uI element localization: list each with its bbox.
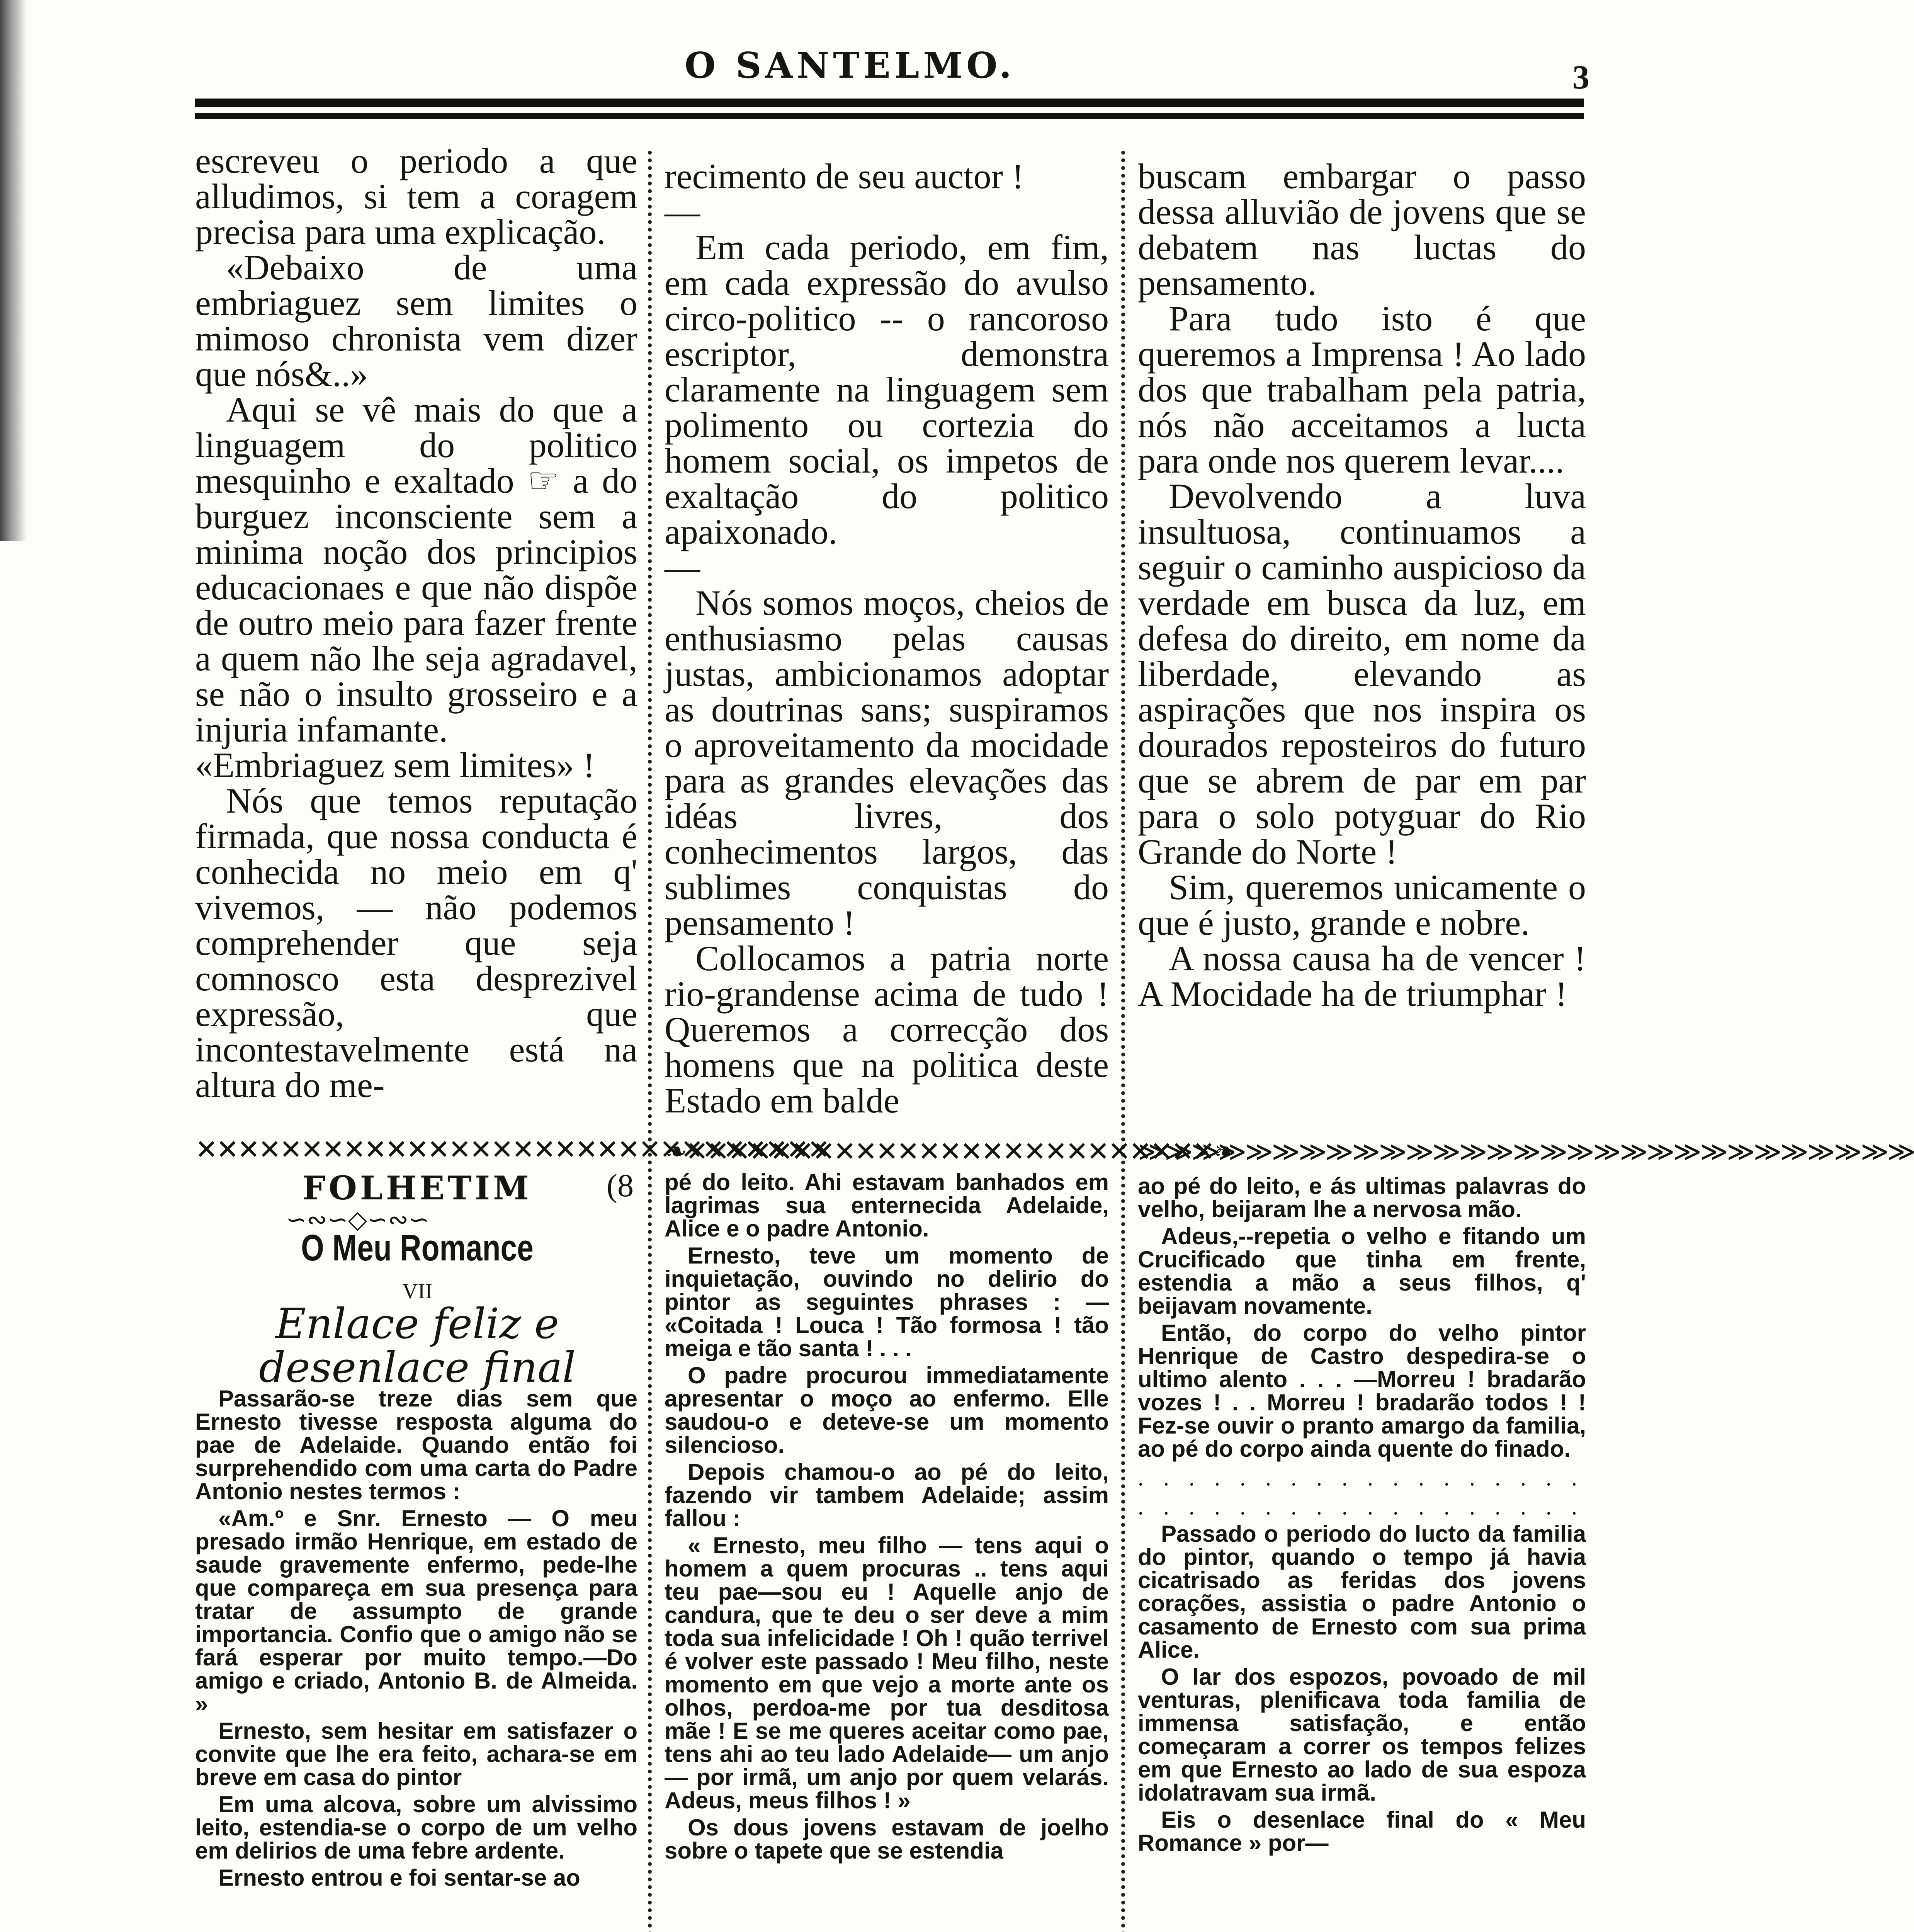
serial-paragraph: « Ernesto, meu filho — tens aqui o homem a quem procuras .. tens aqui teu pae—sou eu ! Aquelle anjo de candura, que te deu o ser deve a mim toda sua infelicidade ! Oh ! quão terrivel é volver este passado ! Meu filho, neste momento em que vejo a morte ante os olhos, perdoa-me por tua desditosa mãe ! E se me queres aceitar como pae, tens ahi ao teu lado Adelaide— um anjo— por irmã, um anjo por quem velarás. Adeus, meus filhos ! » [665,1532,1109,1813]
serial-paragraph: O padre procurou immediatamente apresentar o moço ao enfermo. Elle saudou-o e deteve-se um momento silencioso. [665,1362,1109,1458]
article-column-2 [665,158,1109,1132]
article-paragraph: Sim, queremos unicamente o que é justo, grande e nobre. [1138,867,1586,942]
article-paragraph: Devolvendo a luva insultuosa, continuamos a seguir o caminho auspicioso da verdade em busca da luz, em defesa do direito, em nome da liberdade, elevando as aspirações que nos inspira os dourados reposteiros do futuro que se abrem de par em par para o solo potyguar do Rio Grande do Norte ! [1138,476,1586,871]
serial-paragraph: Ernesto entrou e foi sentar-se ao [218,1865,580,1891]
serial-paragraph: pé do leito. Ahi estavam banhados em lagrimas sua enternecida Adelaide, Alice e o padre Antonio. [665,1169,1109,1242]
folhetim-number: (8 [607,1168,634,1204]
serial-paragraph: Passado o periodo do lucto da familia do pintor, quando o tempo já havia cicatrisado as feridas dos jovens corações, assistia o padre Antonio o casamento de Ernesto com sua prima Alice. [1138,1521,1586,1663]
serial-column-3 [1138,1175,1586,1932]
article-column-1 [195,143,637,1136]
column-separator-right [1113,151,1125,1932]
serial-paragraph: Os dous jovens estavam de joelho sobre o tapete que se estendia [665,1815,1109,1864]
serial-paragraph: Passarão-se treze dias sem que Ernesto tivesse resposta alguma do pae de Adelaide. Quando então foi surprehendido com uma carta do Padre Antonio nestes termos : [195,1386,637,1504]
chapter-title: Enlace feliz e desenlace final [258,1300,576,1392]
article-paragraph: recimento de seu auctor ! [665,156,1024,196]
ornament-divider: ❧✕✕✕✕✕✕✕✕✕✕✕✕✕✕✕✕✕✕✕✕✕✕✕✕✕❧ [665,1136,1235,1167]
serial-paragraph: ao pé do leito, e ás ultimas palavras do velho, beijaram lhe a nervosa mão. [1138,1173,1586,1222]
serial-paragraph: Depois chamou-o ao pé do leito, fazendo vir tambem Adelaide; assim fallou : [665,1459,1109,1531]
serial-paragraph: Eis o desenlace final do « Meu Romance » por— [1138,1807,1586,1856]
article-paragraph: A nossa causa ha de vencer ! A Mocidade ha de triumphar ! [1138,939,1586,1014]
swirl-ornament-icon: ∽∾∽◇∽∾∽ [286,1206,429,1234]
article-paragraph: buscam embargar o passo dessa alluvião de jovens que se debatem nas luctas do pensamento. [1138,156,1586,303]
dotted-separator: . . . . . . . . . . . . . . . . . . [1138,1494,1584,1519]
ornament-divider: ≫≫≫≫≫≫≫≫≫≫≫≫≫≫≫≫≫≫≫≫≫≫≫≫≫≫≫≫≫ [1138,1136,1914,1167]
section-dash: — [665,192,700,231]
serial-paragraph: O lar dos espozos, povoado de mil venturas, plenificava toda familia de immensa satisfação, e então começaram a correr os tempos felizes em que Ernesto ao lado de sua espoza idolatravam sua irmã. [1138,1664,1586,1806]
serial-paragraph: «Am.º e Snr. Ernesto — O meu presado irmão Henrique, em estado de saude gravemente enfermo, pede-lhe que compareça em sua presença para tratar de assumpto de grande importancia. Confio que o amigo não se fará esperar por muito tempo.—Do amigo e criado, Antonio B. de Almeida. » [195,1505,637,1717]
serial-paragraph: Adeus,--repetia o velho e fitando um Crucificado que tinha em frente, estendia a mão a seus filhos, q' beijavam novamente. [1138,1223,1586,1319]
serial-paragraph: Ernesto, teve um momento de inquietação, ouvindo no delirio do pintor as seguintes phrases : — «Coitada ! Louca ! Tão formosa ! tão meiga e tão santa ! . . . [665,1243,1109,1361]
article-paragraph: Em cada periodo, em fim, em cada expressão do avulso circo-politico -- o rancoroso escriptor, demonstra claramente na linguagem sem polimento ou cortezia do homem social, os impetos de exaltação do politico apaixonado. [665,228,1109,551]
ornament-divider: ✕✕✕✕✕✕✕✕✕✕✕✕✕✕✕✕✕✕✕✕✕✕✕✕✕✕✕✕✕✕ [195,1134,829,1165]
article-paragraph: escreveu o periodo a que alludimos, si tem a coragem precisa para uma explicação. [195,141,637,252]
masthead: O SANTELMO. [685,44,1015,86]
article-paragraph: Para tudo isto é que queremos a Imprensa ! Ao lado dos que trabalham pela patria, nós não acceitamos a lucta para onde nos querem levar.... [1138,299,1586,480]
article-column-3 [1138,158,1586,1132]
article-paragraph: Collocamos a patria norte rio-grandense acima de tudo ! Queremos a correcção dos homens que na politica deste Estado em balde [665,939,1109,1120]
article-paragraph: Nós que temos reputação firmada, que nossa conducta é conhecida no meio em q' vivemos, — não podemos comprehender que seja comnosco esta desprezivel expressão, que incontestavelmente está na altura do me- [195,781,637,1105]
article-paragraph: «Embriaguez sem limites» ! [195,745,595,785]
section-dash: — [665,548,700,587]
serial-paragraph: Em uma alcova, sobre um alvissimo leito, estendia-se o corpo de um velho em delirios de uma febre ardente. [195,1791,637,1864]
serial-title: O Meu Romance [301,1227,534,1269]
page-number: 3 [1572,59,1589,96]
article-paragraph: «Debaixo de uma embriaguez sem limites o mimoso chronista vem dizer que nós&..» [195,248,637,394]
article-paragraph: Aqui se vê mais do que a linguagem do politico mesquinho e exaltado ☞ a do burguez inconsciente sem a minima noção dos principios educacionaes e que não dispõe de outro meio para fazer frente a quem não lhe seja agradavel, se não o insulto grosseiro e a injuria infamante. [195,390,637,749]
folhetim-heading: FOLHETIM [302,1169,532,1207]
article-paragraph: Nós somos moços, cheios de enthusiasmo pelas causas justas, ambicionamos adoptar as doutrinas sans; suspiramos o aproveitamento da mocidade para as grandes elevações das idéas livres, dos conhecimentos largos, das sublimes conquistas do pensamento ! [665,583,1109,942]
dotted-separator: . . . . . . . . . . . . . . . . . . [1138,1465,1584,1490]
serial-column-2 [665,1171,1109,1932]
header-rule [195,99,1584,107]
header-rule-secondary [195,113,1584,119]
scan-edge-shadow [0,0,27,541]
chapter-number: VII [402,1279,432,1303]
serial-paragraph: Ernesto, sem hesitar em satisfazer o convite que lhe era feito, achara-se em breve em casa do pintor [195,1718,637,1790]
serial-column-1 [195,1387,637,1932]
column-separator-left [639,151,652,1932]
serial-paragraph: Então, do corpo do velho pintor Henrique de Castro despedira-se o ultimo alento . . . —Morreu ! bradarão vozes ! . . Morreu ! bradarão todos ! ! Fez-se ouvir o pranto amargo da familia, ao pé do corpo ainda quente do finado. [1138,1320,1586,1462]
